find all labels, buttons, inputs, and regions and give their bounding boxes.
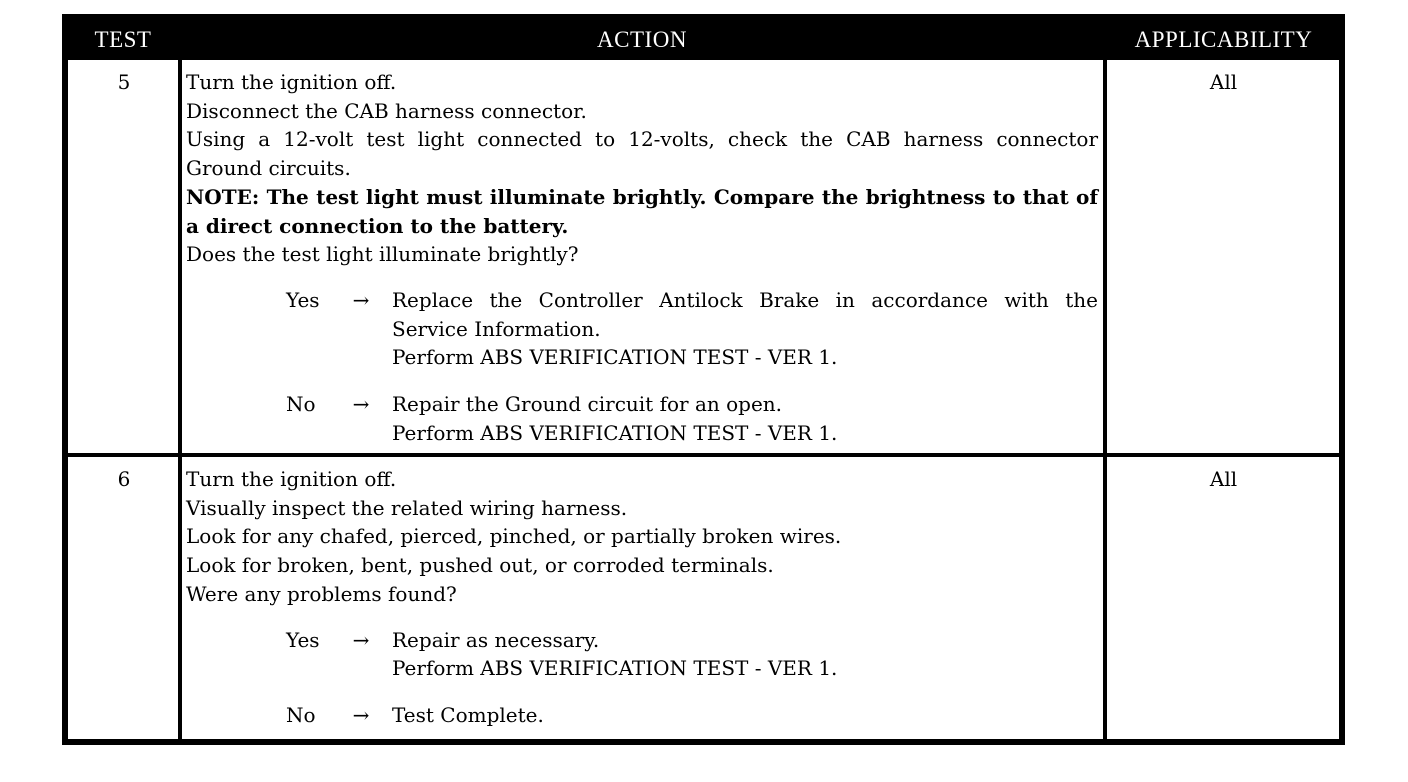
answer-label: No	[286, 702, 316, 727]
diagnostic-test-table	[62, 14, 1345, 745]
right-arrow-icon: →	[352, 287, 370, 312]
action-step: Look for any chafed, pierced, pinched, or partially broken wires.	[186, 524, 842, 549]
applicability-value: All	[1209, 467, 1238, 491]
action-step: Using a 12-volt test light connected to 12-volts, check the CAB harness connector Ground circuits.	[186, 127, 1098, 181]
right-arrow-icon: →	[352, 702, 370, 727]
answer-line: Replace the Controller Antilock Brake in accordance with the Service Information.	[392, 287, 1098, 341]
header-test: TEST	[94, 27, 152, 52]
answer-no	[186, 390, 1098, 447]
answer-line: Perform ABS VERIFICATION TEST - VER 1.	[392, 656, 838, 681]
answer-yes	[186, 626, 1098, 683]
test-number: 6	[117, 467, 131, 491]
answer-no	[186, 701, 1098, 730]
answer-text	[392, 701, 1098, 730]
action-step: Turn the ignition off.	[186, 70, 397, 94]
table-header	[68, 20, 1339, 60]
right-arrow-icon: →	[352, 627, 370, 652]
answer-line: Test Complete.	[392, 702, 544, 727]
answer-line: Perform ABS VERIFICATION TEST - VER 1.	[392, 345, 838, 370]
action-question: Were any problems found?	[186, 581, 457, 606]
action-cell	[186, 465, 1098, 730]
action-step: Disconnect the CAB harness connector.	[186, 98, 587, 123]
answer-label: No	[286, 392, 316, 417]
action-note: NOTE: The test light must illuminate brightly. Compare the brightness to that of a direct connection to the battery.	[186, 184, 1098, 238]
action-question: Does the test light illuminate brightly?	[186, 242, 579, 267]
action-step: Look for broken, bent, pushed out, or corroded terminals.	[186, 553, 774, 578]
action-step: Turn the ignition off.	[186, 467, 397, 491]
answer-text	[392, 390, 1098, 447]
answer-text	[392, 286, 1098, 372]
header-action: ACTION	[597, 27, 687, 52]
action-step: Visually inspect the related wiring harness.	[186, 495, 628, 520]
answer-list	[186, 286, 1098, 448]
answer-text	[392, 626, 1098, 683]
table-row	[68, 457, 1339, 745]
action-cell	[186, 68, 1098, 447]
answer-yes	[186, 286, 1098, 372]
test-number: 5	[117, 70, 131, 94]
right-arrow-icon: →	[352, 392, 370, 417]
answer-line: Perform ABS VERIFICATION TEST - VER 1.	[392, 420, 838, 445]
answer-label: Yes	[286, 287, 320, 312]
answer-label: Yes	[286, 627, 320, 652]
table-row	[68, 60, 1339, 453]
applicability-value: All	[1209, 70, 1238, 94]
answer-list	[186, 626, 1098, 730]
answer-line: Repair as necessary.	[392, 627, 600, 652]
header-applicability: APPLICABILITY	[1134, 27, 1313, 52]
answer-line: Repair the Ground circuit for an open.	[392, 392, 783, 417]
